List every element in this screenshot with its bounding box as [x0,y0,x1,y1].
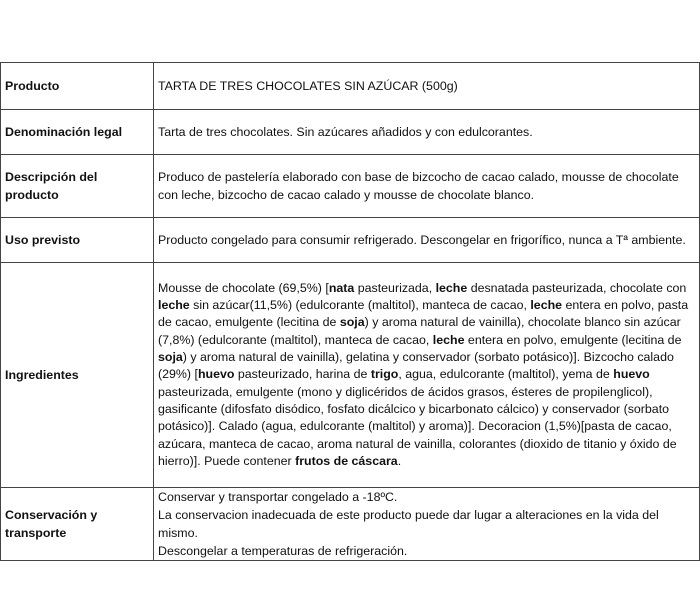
allergen-highlight: leche [158,298,190,313]
product-spec-table [0,62,700,561]
allergen-highlight: soja [339,315,365,330]
label-ingredientes: Ingredientes [1,263,154,488]
value-denominacion-legal: Tarta de tres chocolates. Sin azúcares añadidos y con edulcorantes. [154,110,700,155]
allergen-highlight: soja [158,350,183,365]
allergen-highlight: trigo [370,367,399,382]
label-uso-previsto: Uso previsto [1,218,154,263]
value-uso-previsto: Producto congelado para consumir refrigerado. Descongelar en frigorífico, nunca a Tª ambiente. [154,218,700,263]
value-producto: TARTA DE TRES CHOCOLATES SIN AZÚCAR (500g) [154,63,700,110]
allergen-highlight: frutos de cáscara [295,453,398,468]
row-conservacion [1,488,700,561]
row-denominacion-legal [1,110,700,155]
row-producto [1,63,700,110]
allergen-highlight: huevo [197,367,235,382]
row-ingredientes [1,263,700,488]
label-denominacion-legal: Denominación legal [1,110,154,155]
allergen-highlight: leche [530,298,563,313]
row-uso-previsto [1,218,700,263]
allergen-highlight: leche [432,332,465,347]
row-descripcion [1,155,700,218]
value-ingredientes: Mousse de chocolate (69,5%) [nata pasteurizada, leche desnatada pasteurizada, chocolate con leche sin azúcar(11,5%) (edulcorante (maltitol), manteca de cacao, leche entera en polvo, pasta de cacao, emulgente (lecitina de soja) y aroma natural de vainilla), chocolate blanco sin azúcar (7,8%) (edulcorante (maltitol), manteca de cacao, leche entera en polvo, emulgente (lecitina de soja) y aroma natural de vainilla), gelatina y conservador (sorbato potásico)]. Bizcocho calado (29%) [huevo pasteurizado, harina de trigo, agua, edulcorante (maltitol), yema de huevo pasteurizada, emulgente (mono y diglicéridos de ácidos grasos, ésteres de propilenglicol), gasificante (difosfato disódico, fosfato dicálcico y bicarbonato cálcico) y conservador (sorbato potásico)]. Calado (agua, edulcorante (maltitol) y aroma)]. Decoracion (1,5%)[pasta de cacao, azúcara, manteca de cacao, aroma natural de vainilla, colorantes (dioxido de titanio y óxido de hierro)]. Puede contener frutos de cáscara. [154,263,700,488]
allergen-highlight: huevo [613,367,650,382]
allergen-highlight: leche [435,280,468,295]
value-conservacion: Conservar y transportar congelado a -18ºC. La conservacion inadecuada de este producto puede dar lugar a alteraciones en la vida del mismo. Descongelar a temperaturas de refrigeración. [154,488,700,561]
label-producto: Producto [1,63,154,110]
label-conservacion: Conservación y transporte [1,488,154,561]
allergen-highlight: nata [328,280,355,295]
label-descripcion: Descripción del producto [1,155,154,218]
value-descripcion: Produco de pastelería elaborado con base de bizcocho de cacao calado, mousse de chocolate con leche, bizcocho de cacao calado y mousse de chocolate blanco. [154,155,700,218]
